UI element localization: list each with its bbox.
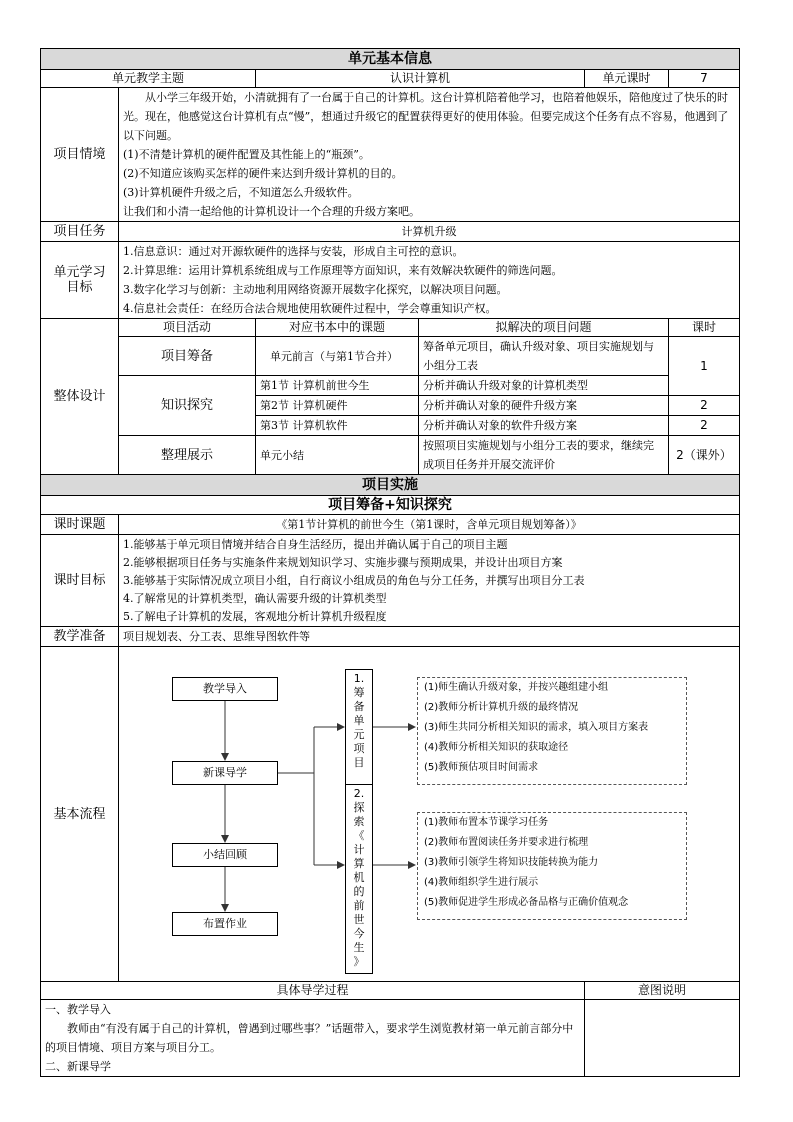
lesson-label: 课时课题 [41, 515, 119, 535]
stage-1-char: 筹 [353, 686, 365, 699]
prep-label: 教学准备 [41, 627, 119, 647]
group-1-item: (1)师生确认升级对象，并按兴趣组建小组 [424, 682, 609, 693]
stage-2-char: 世 [353, 913, 365, 926]
hours-label: 单元课时 [585, 70, 669, 88]
flow-step-intro: 教学导入 [172, 677, 278, 701]
lesson-value: 《第1节计算机的前世今生（第1课时，含单元项目规划筹备）》 [119, 515, 740, 535]
goal-item: 3.数字化学习与创新：主动地利用网络资源开展数字化探究，以解决项目问题。 [123, 283, 508, 296]
intent-header: 意图说明 [585, 982, 740, 1000]
intent-content [585, 1000, 740, 1077]
scenario-line: (3)计算机硬件升级之后，不知道怎么升级软件。 [123, 186, 359, 199]
process-content [41, 1000, 585, 1077]
design-activity-prep: 项目筹备 [119, 337, 256, 376]
stage-2-char: 》 [353, 955, 365, 968]
design-topic-2: 第2节 计算机硬件 [256, 396, 419, 416]
objectives-label: 课时目标 [41, 535, 119, 627]
stage-2-char: 前 [353, 899, 365, 912]
lesson-plan-document [40, 48, 739, 1077]
task-label: 项目任务 [41, 222, 119, 242]
design-header-problem: 拟解决的项目问题 [419, 319, 669, 337]
flow-step-review: 小结回顾 [172, 843, 278, 867]
design-hours-2: 2 [669, 396, 740, 416]
group-2-item: (4)教师组织学生进行展示 [424, 877, 539, 888]
design-hours-prep: 1 [669, 337, 740, 396]
objective-item: 5.了解电子计算机的发展，客观地分析计算机升级程度 [123, 609, 387, 623]
group-2-item: (1)教师布置本节课学习任务 [424, 817, 549, 828]
unit-info-title: 单元基本信息 [41, 49, 740, 70]
scenario-label: 项目情境 [41, 88, 119, 222]
unit-info-table [40, 48, 740, 1077]
design-topic-3: 第3节 计算机软件 [256, 416, 419, 436]
stage-2-char: 计 [353, 843, 365, 856]
flow-group-2 [417, 812, 687, 920]
goal-item: 1.信息意识：通过对开源软硬件的选择与安装，形成自主可控的意识。 [123, 245, 464, 258]
task-value: 计算机升级 [119, 222, 740, 242]
scenario-line: (1)不清楚计算机的硬件配置及其性能上的“瓶颈”。 [123, 148, 370, 161]
group-1-item: (5)教师预估项目时间需求 [424, 762, 539, 773]
objective-item: 2.能够根据项目任务与实施条件来规划知识学习、实施步骤与预期成果，并设计出项目方案 [123, 555, 563, 569]
design-problem-1: 分析并确认升级对象的计算机类型 [419, 376, 669, 396]
design-hours-show: 2（课外） [669, 436, 740, 475]
design-header-activity: 项目活动 [119, 319, 256, 337]
stage-1-char: 目 [353, 756, 365, 769]
stage-2-char: 探 [353, 801, 365, 814]
design-label: 整体设计 [41, 319, 119, 475]
design-problem-prep: 筹备单元项目，确认升级对象、项目实施规划与小组分工表 [419, 337, 669, 376]
stage-2-char: 《 [353, 829, 365, 842]
scenario-line: (2)不知道应该购买怎样的硬件来达到升级计算机的目的。 [123, 167, 403, 180]
design-topic-show: 单元小结 [256, 436, 419, 475]
flow-stage-2 [345, 784, 373, 974]
goal-item: 2.计算思维：运用计算机系统组成与工作原理等方面知识，来有效解决软硬件的筛选问题。 [123, 264, 563, 277]
flow-label: 基本流程 [41, 647, 119, 982]
design-problem-3: 分析并确认对象的软件升级方案 [419, 416, 669, 436]
stage-2-char: 索 [353, 815, 365, 828]
process-header: 具体导学过程 [41, 982, 585, 1000]
design-topic-1: 第1节 计算机前世今生 [256, 376, 419, 396]
design-activity-show: 整理展示 [119, 436, 256, 475]
stage-2-char: 生 [353, 941, 365, 954]
stage-2-char: 的 [353, 885, 365, 898]
flowchart [119, 647, 740, 982]
stage-1-char: 备 [353, 700, 365, 713]
prep-value: 项目规划表、分工表、思维导图软件等 [119, 627, 740, 647]
design-header-topic: 对应书本中的课题 [256, 319, 419, 337]
goals-label-line: 目标 [66, 280, 93, 295]
goals-label [41, 242, 119, 319]
stage-2-char: 算 [353, 857, 365, 870]
group-2-item: (3)教师引领学生将知识技能转换为能力 [424, 857, 599, 868]
design-activity-explore: 知识探究 [119, 376, 256, 436]
scenario-text [119, 88, 740, 222]
group-1-item: (4)教师分析相关知识的获取途径 [424, 742, 569, 753]
goals-text [119, 242, 740, 319]
stage-2-char: 今 [353, 927, 365, 940]
scenario-line: 从小学三年级开始，小清就拥有了一台属于自己的计算机。这台计算机陪着他学习，也陪着他娱乐，陪他度过了快乐的时光。现在，他感觉这台计算机有点“慢”，想通过升级它的配置获得更好的使用体验。但要完成这个任务有点不容易，他遇到了以下问题。 [123, 91, 729, 142]
stage-1-char: 1. [353, 672, 365, 685]
theme-value: 认识计算机 [256, 70, 585, 88]
design-header-hours: 课时 [669, 319, 740, 337]
hours-value: 7 [669, 70, 740, 88]
stage-1-char: 项 [353, 742, 365, 755]
objective-item: 4.了解常见的计算机类型，确认需要升级的计算机类型 [123, 591, 387, 605]
design-problem-2: 分析并确认对象的硬件升级方案 [419, 396, 669, 416]
flow-group-1 [417, 677, 687, 785]
flow-stage-1 [345, 669, 373, 785]
design-topic-prep: 单元前言（与第1节合并） [256, 337, 419, 376]
stage-2-char: 机 [353, 871, 365, 884]
stage-1-char: 元 [353, 728, 365, 741]
scenario-line: 让我们和小清一起给他的计算机设计一个合理的升级方案吧。 [123, 205, 420, 218]
process-section-heading: 一、教学导入 [45, 1003, 111, 1016]
group-2-item: (5)教师促进学生形成必备品格与正确价值观念 [424, 897, 629, 908]
stage-1-char: 单 [353, 714, 365, 727]
implementation-subtitle: 项目筹备+知识探究 [41, 496, 740, 515]
theme-label: 单元教学主题 [41, 70, 256, 88]
implementation-title: 项目实施 [41, 475, 740, 496]
objectives-text [119, 535, 740, 627]
goals-label-line: 单元学习 [53, 265, 106, 280]
goal-item: 4.信息社会责任：在经历合法合规地使用软硬件过程中，学会尊重知识产权。 [123, 302, 497, 315]
process-section-heading: 二、新课导学 [45, 1060, 111, 1073]
process-paragraph: 教师由“有没有属于自己的计算机，曾遇到过哪些事？”话题带入，要求学生浏览教材第一单元前言部分中的项目情境、项目方案与项目分工。 [45, 1022, 574, 1054]
flow-step-new-lesson: 新课导学 [172, 761, 278, 785]
group-1-item: (2)教师分析计算机升级的最终情况 [424, 702, 579, 713]
objective-item: 3.能够基于实际情况成立项目小组，自行商议小组成员的角色与分工任务，并撰写出项目分工表 [123, 573, 585, 587]
group-2-item: (2)教师布置阅读任务并要求进行梳理 [424, 837, 589, 848]
objective-item: 1.能够基于单元项目情境并结合自身生活经历，提出并确认属于自己的项目主题 [123, 537, 508, 551]
design-hours-3: 2 [669, 416, 740, 436]
flow-step-homework: 布置作业 [172, 912, 278, 936]
design-problem-show: 按照项目实施规划与小组分工表的要求，继续完成项目任务并开展交流评价 [419, 436, 669, 475]
stage-2-char: 2. [353, 787, 365, 800]
group-1-item: (3)师生共同分析相关知识的需求，填入项目方案表 [424, 722, 649, 733]
